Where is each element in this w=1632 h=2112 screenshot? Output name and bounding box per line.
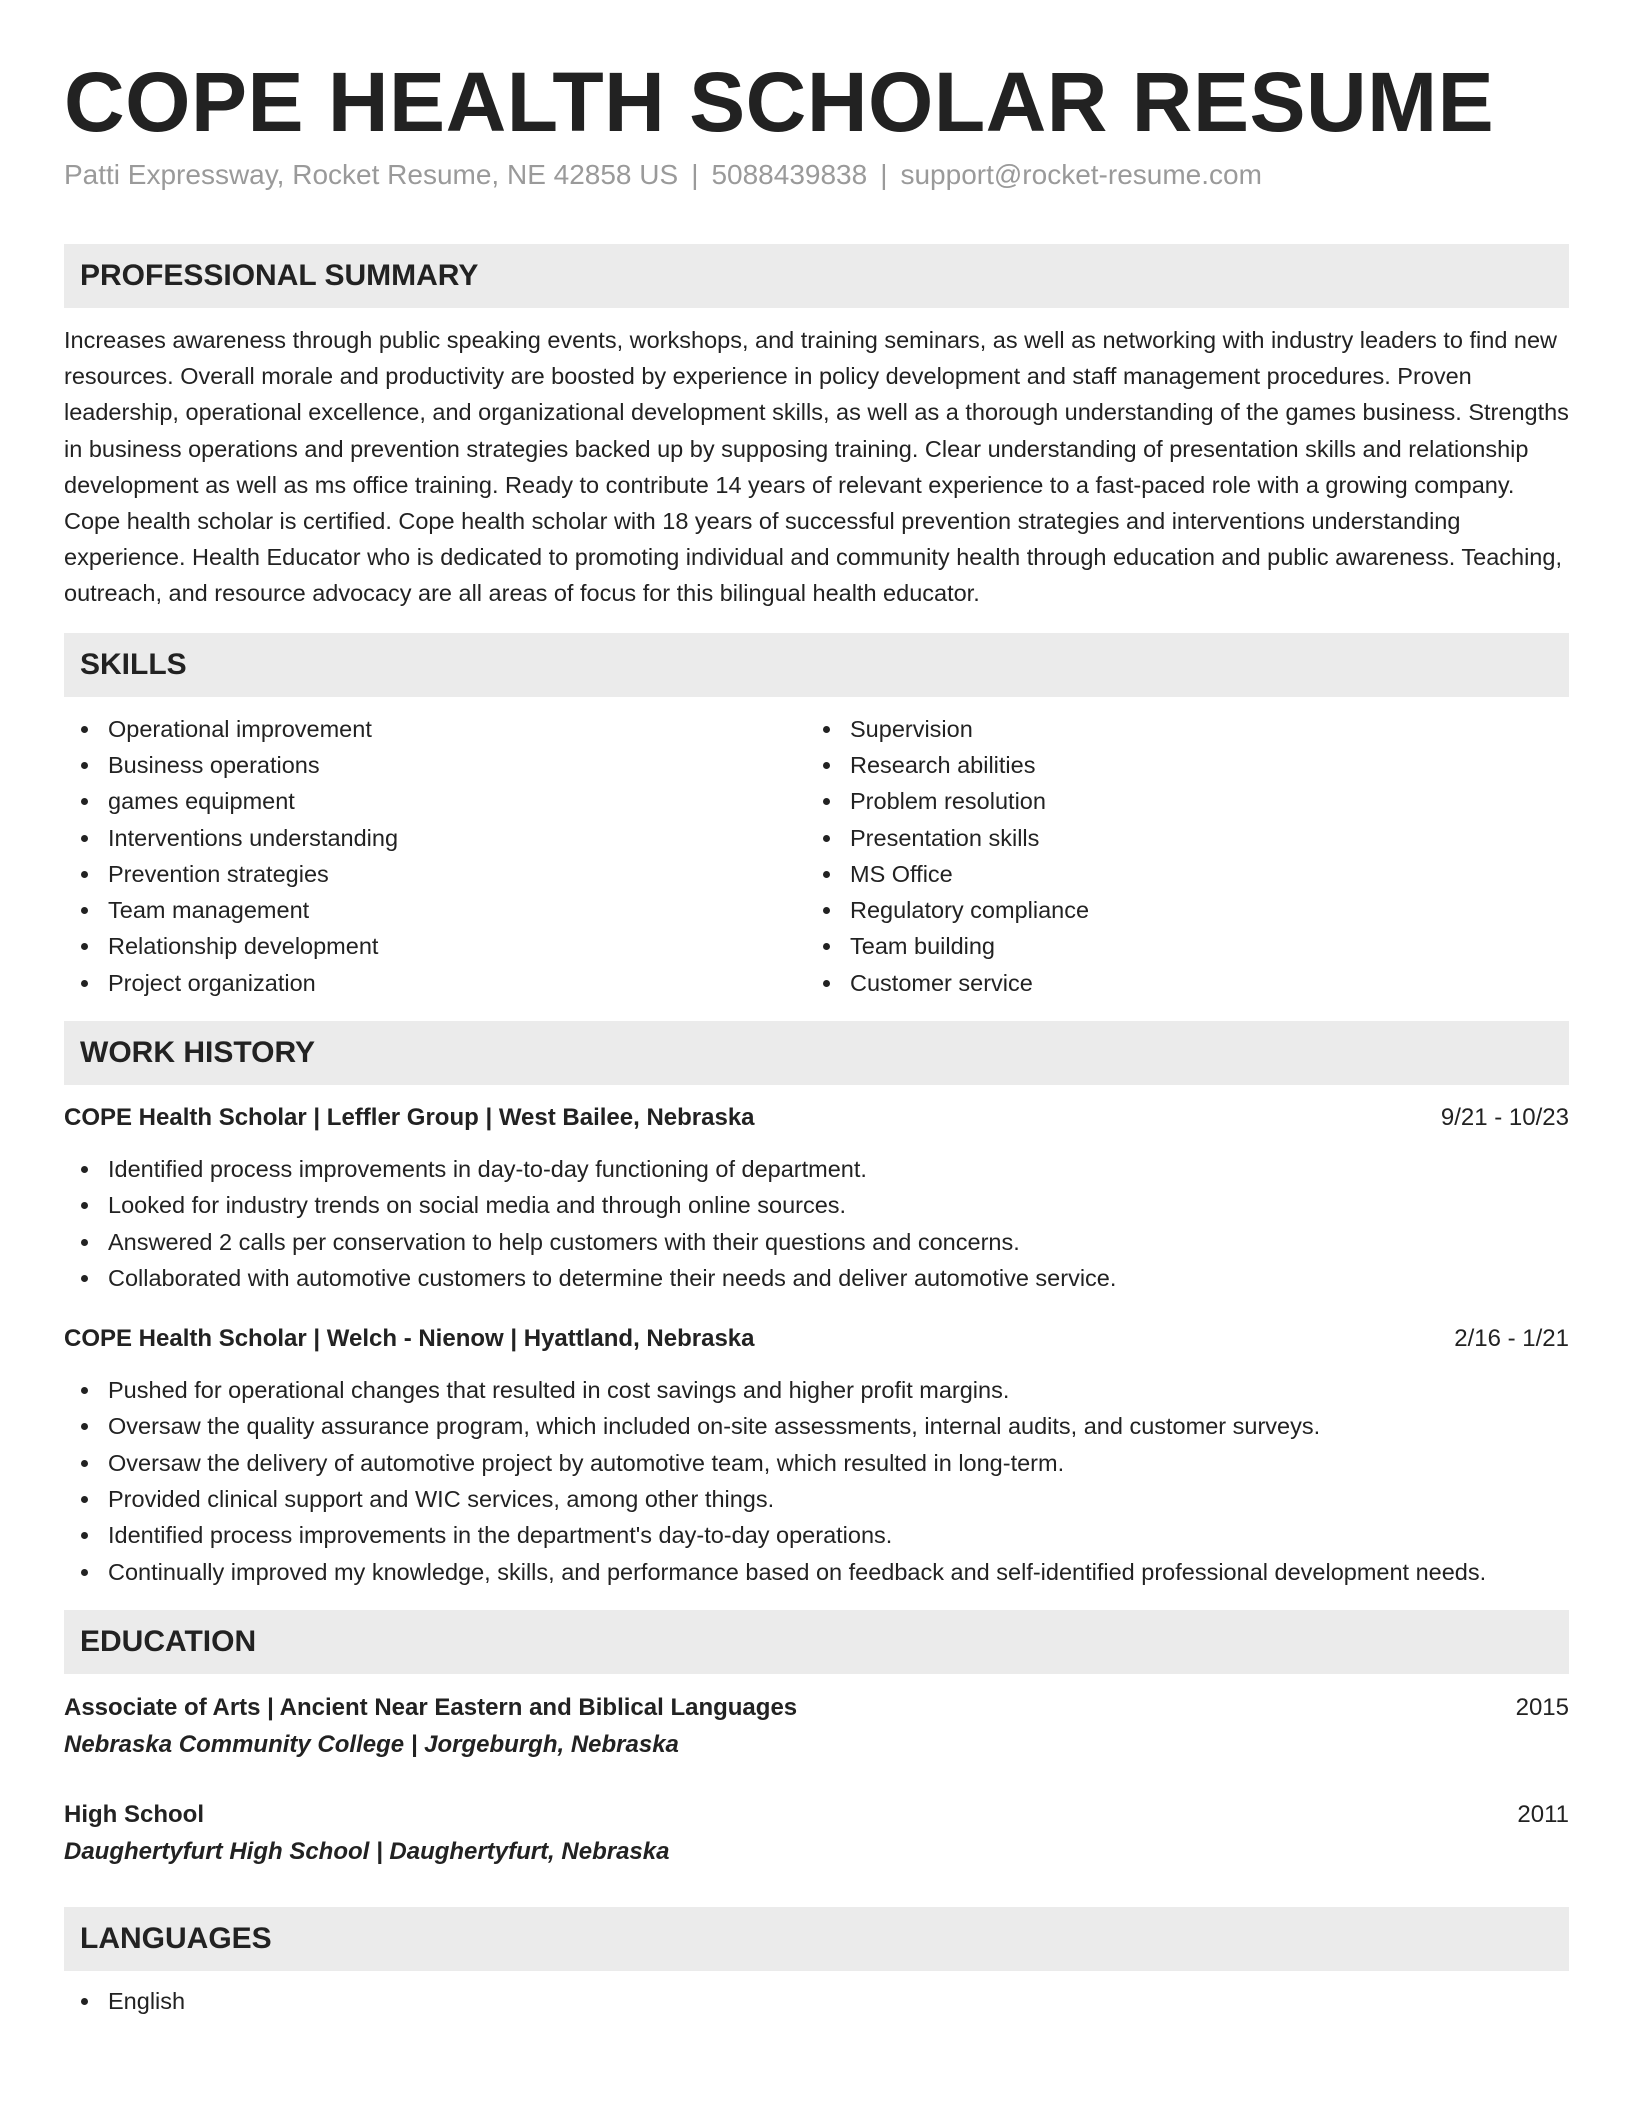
education-header bbox=[64, 1798, 1569, 1832]
job-dates: 2/16 - 1/21 bbox=[1454, 1325, 1569, 1353]
contact-email: support@rocket-resume.com bbox=[900, 159, 1262, 190]
job-bullet: Identified process improvements in day-to-day functioning of department. bbox=[64, 1151, 1569, 1187]
education-school: Nebraska Community College | Jorgeburgh, Nebraska bbox=[64, 1730, 679, 1758]
contact-address: Patti Expressway, Rocket Resume, NE 42858 US bbox=[64, 159, 679, 190]
job-role: COPE Health Scholar | Welch - Nienow | Hyattland, Nebraska bbox=[64, 1325, 755, 1353]
job-entry bbox=[64, 1322, 1569, 1590]
job-bullets bbox=[64, 1151, 1569, 1296]
education-degree: Associate of Arts | Ancient Near Eastern and Biblical Languages bbox=[64, 1693, 798, 1721]
job-bullet: Continually improved my knowledge, skills, and performance based on feedback and self-identified professional development needs. bbox=[64, 1554, 1569, 1590]
skill-item: Supervision bbox=[806, 711, 1548, 747]
education-school: Daughertyfurt High School | Daughertyfurt, Nebraska bbox=[64, 1837, 670, 1865]
summary-text: Increases awareness through public speaking events, workshops, and training seminars, as well as networking with industry leaders to find new resources. Overall morale and productivity are boosted by experience in policy development and staff management procedures. Proven leadership, operational excellence, and organizational development skills, as well as a thorough understanding of the games business. Strengths in business operations and prevention strategies backed up by supposing training. Clear understanding of presentation skills and relationship development as well as ms office training. Ready to contribute 14 years of relevant experience to a fast-paced role with a growing company. Cope health scholar is certified. Cope health scholar with 18 years of successful prevention strategies and interventions understanding experience. Health Educator who is dedicated to promoting individual and community health through education and public awareness. Teaching, outreach, and resource advocacy are all areas of focus for this bilingual health educator. bbox=[64, 327, 1569, 607]
skills-list-left bbox=[64, 711, 806, 1001]
skill-item: Business operations bbox=[64, 747, 806, 783]
skills-grid bbox=[64, 711, 1569, 1001]
education-degree: High School bbox=[64, 1800, 204, 1828]
resume-page bbox=[64, 0, 1569, 2019]
job-bullet: Answered 2 calls per conservation to help customers with their questions and concerns. bbox=[64, 1224, 1569, 1260]
contact-separator: | bbox=[880, 159, 888, 190]
skill-item: Problem resolution bbox=[806, 783, 1548, 819]
skill-item: Operational improvement bbox=[64, 711, 806, 747]
skill-item: Relationship development bbox=[64, 928, 806, 964]
contact-line bbox=[64, 158, 1569, 192]
skill-item: Team management bbox=[64, 892, 806, 928]
job-bullet: Looked for industry trends on social media and through online sources. bbox=[64, 1187, 1569, 1223]
education-header bbox=[64, 1691, 1569, 1725]
language-item: English bbox=[64, 1983, 1569, 2019]
education-entry bbox=[64, 1798, 1569, 1869]
section-heading-languages: LANGUAGES bbox=[64, 1907, 1569, 1971]
job-bullets bbox=[64, 1372, 1569, 1590]
skill-item: Regulatory compliance bbox=[806, 892, 1548, 928]
skill-item: Project organization bbox=[64, 965, 806, 1001]
languages-list bbox=[64, 1983, 1569, 2019]
job-header bbox=[64, 1101, 1569, 1135]
skills-list-right bbox=[806, 711, 1548, 1001]
contact-separator: | bbox=[691, 159, 699, 190]
resume-title: COPE HEALTH SCHOLAR RESUME bbox=[64, 55, 1495, 149]
job-bullet: Oversaw the delivery of automotive project by automotive team, which resulted in long-term. bbox=[64, 1445, 1569, 1481]
skill-item: Prevention strategies bbox=[64, 856, 806, 892]
education-year: 2015 bbox=[1515, 1693, 1569, 1721]
job-entry bbox=[64, 1101, 1569, 1296]
contact-phone: 5088439838 bbox=[711, 159, 868, 190]
skill-item: Customer service bbox=[806, 965, 1548, 1001]
section-heading-skills: SKILLS bbox=[64, 633, 1569, 697]
job-header bbox=[64, 1322, 1569, 1356]
job-role: COPE Health Scholar | Leffler Group | West Bailee, Nebraska bbox=[64, 1104, 755, 1131]
skill-item: MS Office bbox=[806, 856, 1548, 892]
section-heading-education: EDUCATION bbox=[64, 1610, 1569, 1674]
section-heading-work: WORK HISTORY bbox=[64, 1021, 1569, 1085]
skill-item: Research abilities bbox=[806, 747, 1548, 783]
job-bullet: Pushed for operational changes that resulted in cost savings and higher profit margins. bbox=[64, 1372, 1569, 1408]
skill-item: Interventions understanding bbox=[64, 820, 806, 856]
job-bullet: Collaborated with automotive customers to determine their needs and deliver automotive service. bbox=[64, 1260, 1569, 1296]
section-heading-summary: PROFESSIONAL SUMMARY bbox=[64, 244, 1569, 308]
skill-item: Presentation skills bbox=[806, 820, 1548, 856]
job-bullet: Oversaw the quality assurance program, which included on-site assessments, internal audits, and customer surveys. bbox=[64, 1408, 1569, 1444]
skill-item: Team building bbox=[806, 928, 1548, 964]
skill-item: games equipment bbox=[64, 783, 806, 819]
education-entry bbox=[64, 1691, 1569, 1762]
education-year: 2011 bbox=[1517, 1800, 1569, 1828]
job-bullet: Provided clinical support and WIC services, among other things. bbox=[64, 1481, 1569, 1517]
job-bullet: Identified process improvements in the department's day-to-day operations. bbox=[64, 1517, 1569, 1553]
job-dates: 9/21 - 10/23 bbox=[1440, 1104, 1569, 1131]
